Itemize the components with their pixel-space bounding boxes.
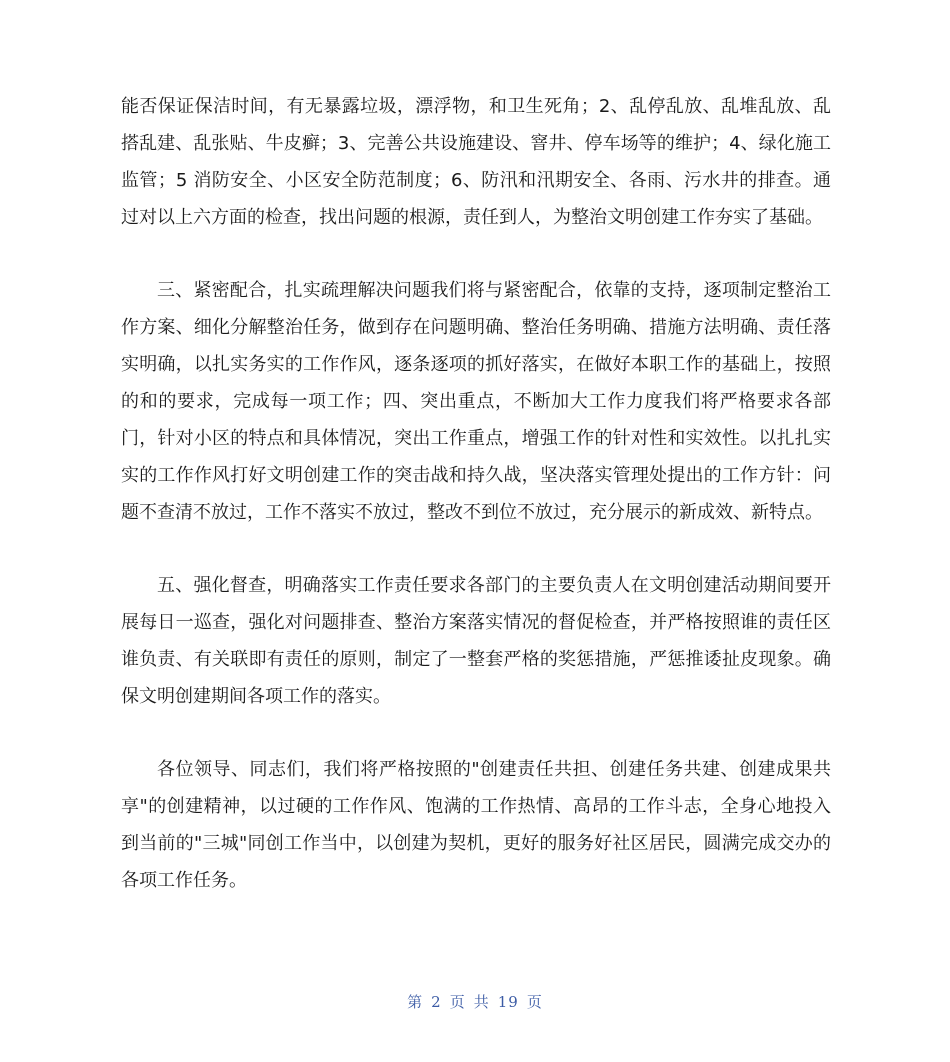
paragraph-section-three: 三、紧密配合，扎实疏理解决问题我们将与紧密配合，依靠的支持，逐项制定整治工作方案、细化分解整治任务，做到存在问题明确、整治任务明确、措施方法明确、责任落实明确，以扎实务实的工作作风，逐条逐项的抓好落实，在做好本职工作的基础上，按照的和的要求，完成每一项工作；四、突出重点，不断加大工作力度我们将严格要求各部门，针对小区的特点和具体情况，突出工作重点，增强工作的针对性和实效性。以扎扎实实的工作作风打好文明创建工作的突击战和持久战，坚决落实管理处提出的工作方针：问题不查清不放过，工作不落实不放过，整改不到位不放过，充分展示的新成效、新特点。: [121, 280, 831, 523]
footer-page-label: 第: [407, 993, 424, 1011]
paragraph-closing: 各位领导、同志们，我们将严格按照的"创建责任共担、创建任务共建、创建成果共享"的创建精神，以过硬的工作作风、饱满的工作热情、高昂的工作斗志，全身心地投入到当前的"三城"同创工作当中，以创建为契机，更好的服务好社区居民，圆满完成交办的各项工作任务。: [121, 759, 831, 891]
footer-page-number: 2: [431, 993, 442, 1011]
paragraph-section-five: 五、强化督查，明确落实工作责任要求各部门的主要负责人在文明创建活动期间要开展每日一巡查，强化对问题排查、整治方案落实情况的督促检查，并严格按照谁的责任区谁负责、有关联即有责任的原则，制定了一整套严格的奖惩措施，严惩推诿扯皮现象。确保文明创建期间各项工作的落实。: [121, 575, 831, 707]
footer-total-unit: 页: [526, 993, 543, 1011]
footer-page-unit: 页: [449, 993, 466, 1011]
page-footer: [0, 991, 950, 1012]
footer-total-pages: 19: [497, 993, 519, 1011]
paragraph-continuation: 能否保证保洁时间，有无暴露垃圾，漂浮物，和卫生死角；2、乱停乱放、乱堆乱放、乱搭乱建、乱张贴、牛皮癣；3、完善公共设施建设、窨井、停车场等的维护；4、绿化施工监管；5 消防安全、小区安全防范制度；6、防汛和汛期安全、各雨、污水井的排查。通过对以上六方面的检查，找出问题的根源，责任到人，为整治文明创建工作夯实了基础。: [121, 96, 831, 228]
footer-total-label: 共: [473, 993, 490, 1011]
document-body: [121, 88, 831, 899]
